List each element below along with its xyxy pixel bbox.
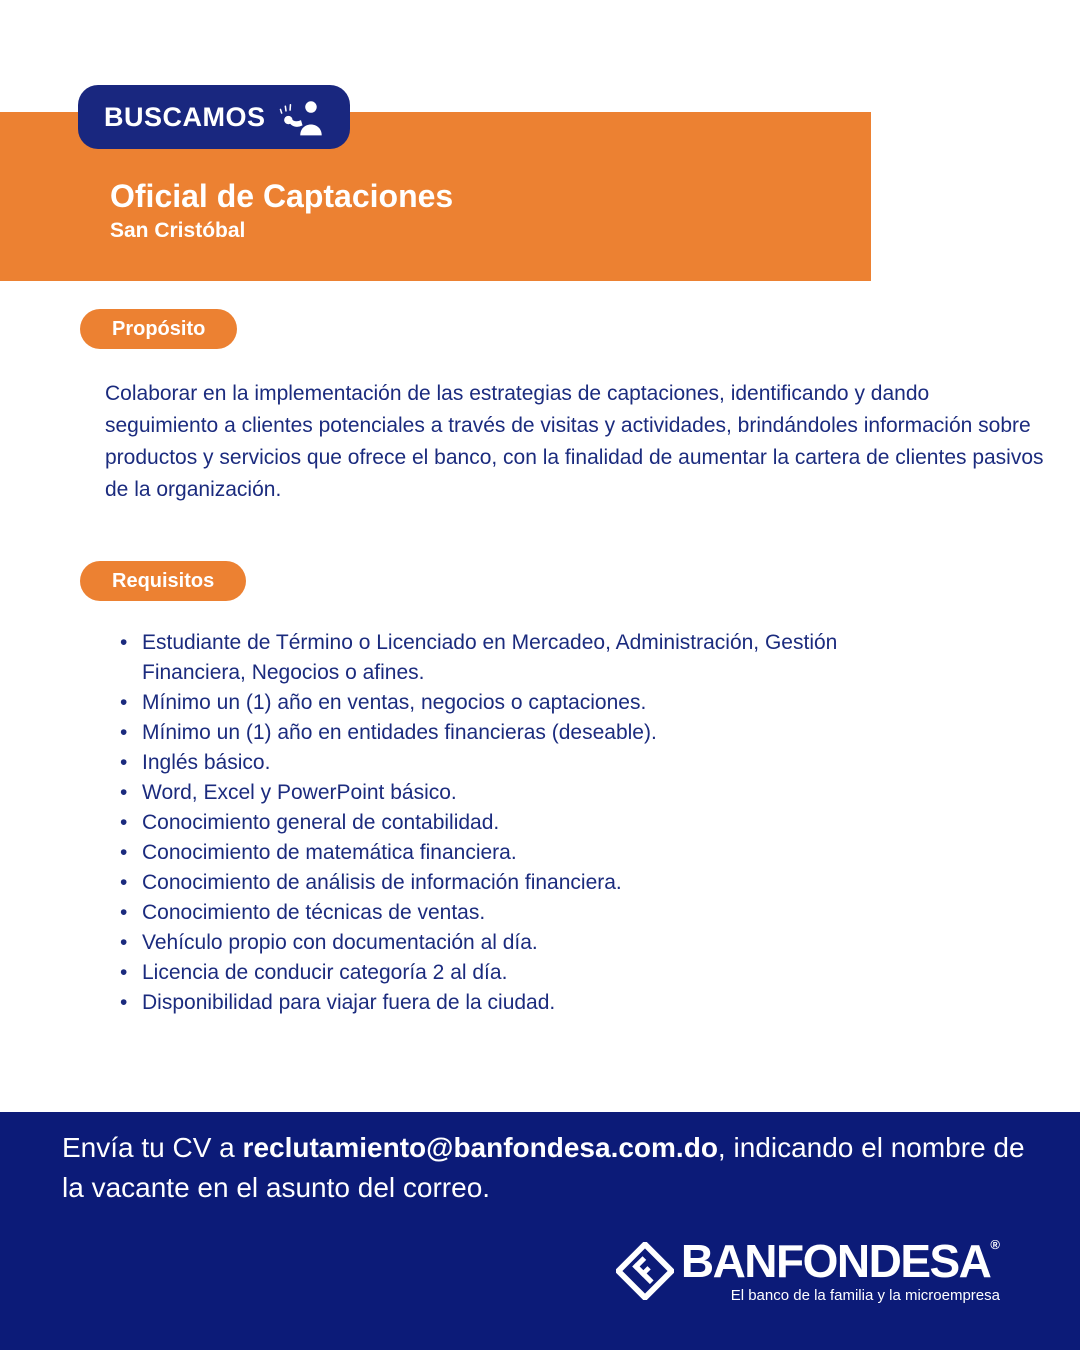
- cta-text: [62, 1128, 1052, 1208]
- requirement-item: • Word, Excel y PowerPoint básico.: [118, 778, 928, 808]
- logo-text-block: [680, 1235, 1000, 1304]
- requirement-item: • Conocimiento de análisis de información financiera.: [118, 868, 928, 898]
- requirement-item: • Conocimiento general de contabilidad.: [118, 808, 928, 838]
- wordmark-text: BANFONDESA: [680, 1235, 991, 1287]
- requirement-item: • Vehículo propio con documentación al día.: [118, 928, 928, 958]
- cta-prefix: Envía tu CV a: [62, 1132, 243, 1163]
- job-location: San Cristóbal: [110, 218, 246, 242]
- purpose-pill: [80, 309, 237, 349]
- requirement-item: • Estudiante de Término o Licenciado en Mercadeo, Administración, Gestión Financiera, Negocios o afines.: [118, 628, 928, 688]
- requirement-item: • Licencia de conducir categoría 2 al día.: [118, 958, 928, 988]
- banfondesa-diamond-icon: [616, 1242, 674, 1300]
- requirement-item: • Conocimiento de técnicas de ventas.: [118, 898, 928, 928]
- requirement-item: • Inglés básico.: [118, 748, 928, 778]
- buscamos-badge: [78, 85, 350, 149]
- requirement-item: • Mínimo un (1) año en entidades financieras (deseable).: [118, 718, 928, 748]
- purpose-pill-label: Propósito: [112, 317, 206, 340]
- purpose-text: Colaborar en la implementación de las estrategias de captaciones, identificando y dando seguimiento a clientes potenciales a través de visitas y actividades, brindándoles información sobre productos y servicios que ofrece el banco, con la finalidad de aumentar la cartera de clientes pasivos de la organización.: [105, 382, 1044, 501]
- requirements-list: [118, 628, 928, 1018]
- job-title: Oficial de Captaciones: [110, 178, 454, 214]
- recruitment-email[interactable]: reclutamiento@banfondesa.com.do: [242, 1132, 718, 1163]
- registered-mark: ®: [990, 1237, 1000, 1252]
- cta-suffix: , indicando el nombre de la vacante en el asunto del correo.: [62, 1132, 1025, 1203]
- requirement-item: • Mínimo un (1) año en ventas, negocios o captaciones.: [118, 688, 928, 718]
- requirements-pill-label: Requisitos: [112, 569, 215, 592]
- banfondesa-logo: [616, 1235, 1000, 1304]
- requirement-item: • Disponibilidad para viajar fuera de la ciudad.: [118, 988, 928, 1018]
- logo-tagline: El banco de la familia y la microempresa: [730, 1287, 1000, 1304]
- requirements-pill: [80, 561, 246, 601]
- requirement-item: • Conocimiento de matemática financiera.: [118, 838, 928, 868]
- waving-person-icon: [278, 98, 324, 136]
- banfondesa-wordmark: [680, 1235, 1000, 1287]
- buscamos-label: BUSCAMOS: [104, 101, 266, 132]
- footer: [0, 1112, 1080, 1350]
